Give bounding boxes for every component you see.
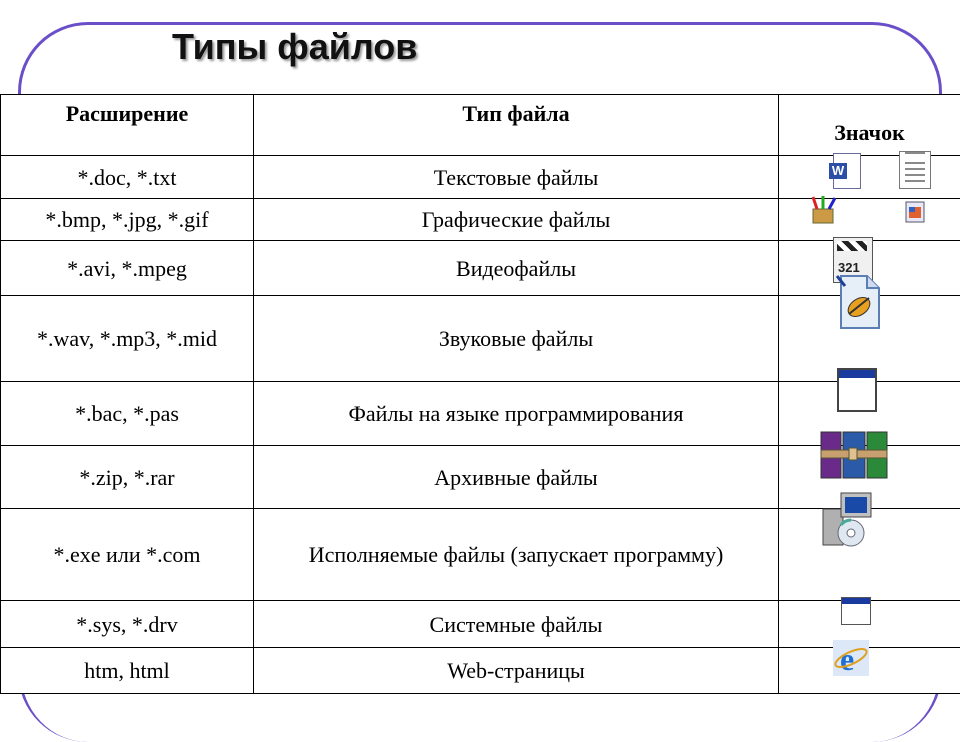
table-header-row xyxy=(1,95,960,156)
header-extension: Расширение xyxy=(1,95,254,156)
cell-extension: *.wav, *.mp3, *.mid xyxy=(1,296,254,382)
installer-computer-icon xyxy=(819,491,879,549)
system-window-icon xyxy=(841,597,871,625)
word-document-icon: W xyxy=(829,153,859,187)
cell-file-type: Видеофайлы xyxy=(254,241,779,296)
cell-file-type: Звуковые файлы xyxy=(254,296,779,382)
cell-extension: htm, html xyxy=(1,648,254,694)
file-types-table xyxy=(0,94,960,694)
cell-icon xyxy=(779,156,960,199)
table-row xyxy=(1,241,960,296)
table-row xyxy=(1,156,960,199)
cell-extension: *.avi, *.mpeg xyxy=(1,241,254,296)
table-row xyxy=(1,601,960,648)
cell-icon xyxy=(779,199,960,241)
cell-extension: *.bac, *.pas xyxy=(1,382,254,446)
cell-icon xyxy=(779,601,960,648)
table-row xyxy=(1,296,960,382)
page-title: Типы файлов xyxy=(172,22,417,72)
program-window-icon xyxy=(837,368,877,412)
cell-extension: *.bmp, *.jpg, *.gif xyxy=(1,199,254,241)
table-row xyxy=(1,199,960,241)
cell-icon xyxy=(779,509,960,601)
table-row xyxy=(1,509,960,601)
table-row xyxy=(1,446,960,509)
cell-file-type: Системные файлы xyxy=(254,601,779,648)
svg-text:e: e xyxy=(840,641,854,676)
cell-file-type: Исполняемые файлы (запускает программу) xyxy=(254,509,779,601)
internet-explorer-icon xyxy=(833,640,869,676)
paint-brushes-icon xyxy=(809,195,839,225)
video-clapper-icon: 321 xyxy=(833,237,873,283)
cell-extension: *.sys, *.drv xyxy=(1,601,254,648)
cell-file-type: Web-страницы xyxy=(254,648,779,694)
archive-books-icon xyxy=(819,428,889,478)
cell-file-type: Файлы на языке программирования xyxy=(254,382,779,446)
cell-icon xyxy=(779,648,960,694)
header-icon: Значок xyxy=(779,95,960,156)
text-document-icon xyxy=(899,151,931,189)
header-file-type: Тип файла xyxy=(254,95,779,156)
cell-file-type: Текстовые файлы xyxy=(254,156,779,199)
cell-file-type: Графические файлы xyxy=(254,199,779,241)
image-file-icon xyxy=(905,201,925,223)
cell-extension: *.doc, *.txt xyxy=(1,156,254,199)
sound-file-icon xyxy=(835,274,877,324)
cell-extension: *.exe или *.com xyxy=(1,509,254,601)
cell-file-type: Архивные файлы xyxy=(254,446,779,509)
cell-extension: *.zip, *.rar xyxy=(1,446,254,509)
table-row xyxy=(1,382,960,446)
table-row xyxy=(1,648,960,694)
